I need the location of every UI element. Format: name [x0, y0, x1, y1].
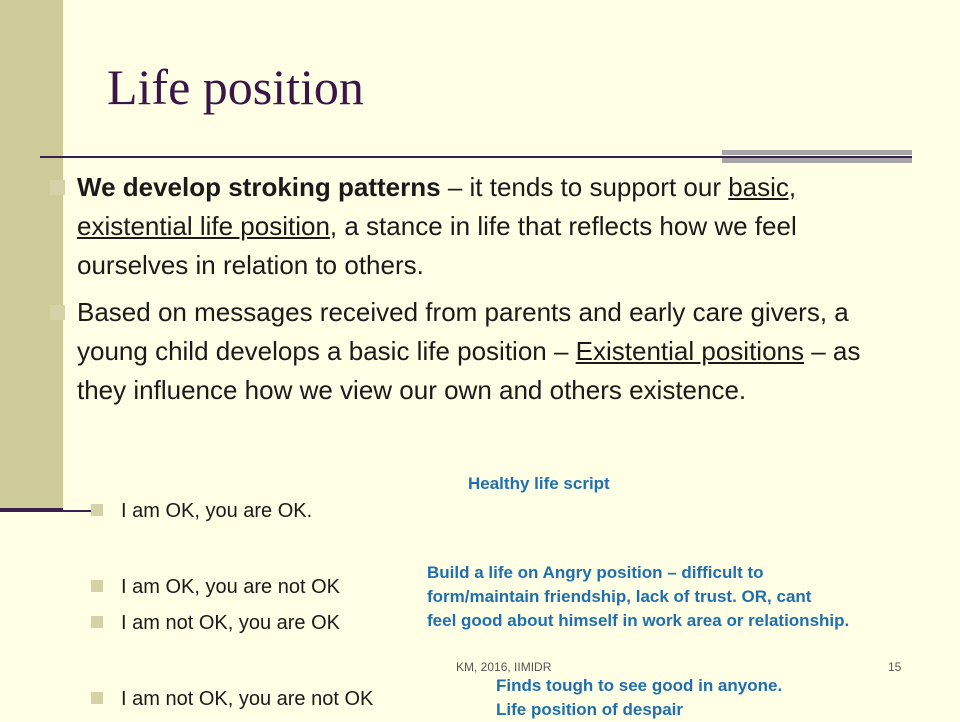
left-band-divider-stub	[63, 510, 93, 512]
note-angry-position	[427, 561, 849, 633]
bullet-text: – it tends to support our	[440, 172, 729, 202]
note-line: form/maintain friendship, lack of trust. OR, cant	[427, 587, 812, 606]
sub-item-label: I am OK, you are OK.	[121, 500, 313, 522]
bullet-text: , a stance in life that reflects how we feel ourselves in relation to others.	[77, 211, 797, 280]
sub-bullet-square-icon	[91, 616, 103, 628]
sub-bullet-square-icon	[91, 504, 103, 516]
note-line: Life position of despair	[496, 700, 684, 719]
sub-item-label: I am OK, you are not OK	[121, 576, 340, 598]
note-healthy-life-script: Healthy life script	[468, 474, 610, 493]
main-bullets	[50, 168, 890, 418]
bullet-underlined-term: Existential positions	[575, 336, 804, 366]
page-number: 15	[888, 660, 902, 674]
sub-item-not-ok-not-ok	[91, 688, 373, 711]
bullet-stroking-patterns	[50, 168, 890, 285]
sub-item-not-ok-ok	[91, 612, 340, 635]
sub-item-ok-not-ok	[91, 576, 340, 599]
bullet-bold-lead: We develop stroking patterns	[77, 172, 441, 202]
note-line: Build a life on Angry position – difficult to	[427, 563, 764, 582]
bullet-square-icon	[50, 180, 65, 195]
sub-item-label: I am not OK, you are not OK	[121, 688, 374, 710]
bullet-underlined-term: basic, existential life position	[77, 172, 797, 241]
left-band-divider	[0, 508, 63, 512]
bullet-text: – as they influence how we view our own and others existence.	[77, 336, 861, 405]
note-despair	[496, 674, 782, 722]
note-line: Finds tough to see good in anyone.	[496, 676, 783, 695]
slide-title: Life position	[107, 59, 364, 115]
bullet-text: Based on messages received from parents and early care givers, a young child develops a basic life position –	[77, 297, 849, 366]
sub-bullet-square-icon	[91, 692, 103, 704]
title-rule-accent-top	[722, 150, 912, 155]
title-rule-accent-bottom	[722, 158, 912, 163]
bullet-square-icon	[50, 305, 65, 320]
note-line: feel good about himself in work area or relationship.	[427, 611, 850, 630]
bullet-messages	[50, 293, 890, 410]
sub-bullet-square-icon	[91, 580, 103, 592]
footer-credit: KM, 2016, IIMIDR	[456, 660, 552, 674]
sub-item-ok-ok	[91, 500, 312, 523]
sub-item-label: I am not OK, you are OK	[121, 612, 340, 634]
